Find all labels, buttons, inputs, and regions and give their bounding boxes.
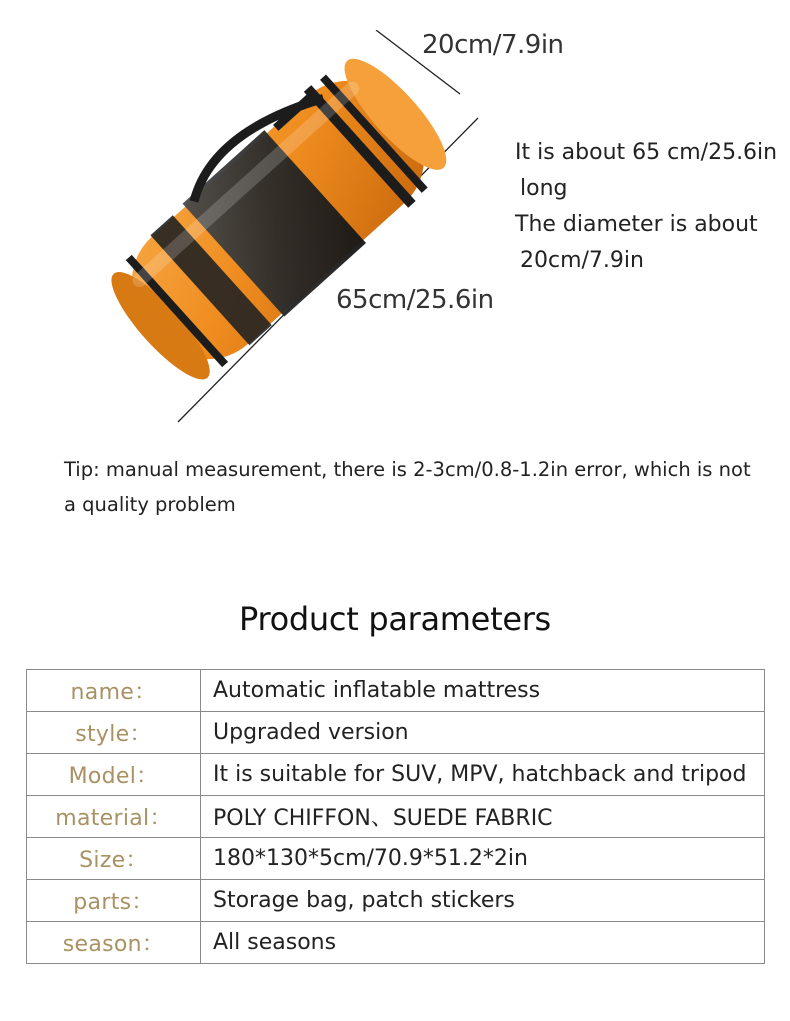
param-key: name： [27,670,201,712]
param-key: parts： [27,880,201,922]
description-line: long [520,176,568,201]
description-line: 20cm/7.9in [520,248,644,273]
param-key: style： [27,712,201,754]
table-row [27,796,765,838]
param-key: season： [27,922,201,964]
param-value: All seasons [201,922,765,964]
table-row [27,754,765,796]
size-description [515,135,785,279]
table-row [27,712,765,754]
param-value: Automatic inflatable mattress [201,670,765,712]
section-title: Product parameters [239,600,551,638]
table-row [27,670,765,712]
description-line: It is about 65 cm/25.6in [515,140,778,165]
param-key: Size： [27,838,201,880]
param-value: It is suitable for SUV, MPV, hatchback and tripod [201,754,765,796]
param-key: Model： [27,754,201,796]
parameters-table [26,669,765,964]
length-dimension-label: 65cm/25.6in [336,285,494,315]
param-value: POLY CHIFFON、SUEDE FABRIC [201,796,765,838]
rolled-mattress-icon [70,30,490,440]
product-image [70,30,490,440]
description-line: The diameter is about [515,212,758,237]
param-value: Upgraded version [201,712,765,754]
param-key: material： [27,796,201,838]
param-value: Storage bag, patch stickers [201,880,765,922]
table-row [27,922,765,964]
diameter-dimension-label: 20cm/7.9in [422,30,564,60]
param-value: 180*130*5cm/70.9*51.2*2in [201,838,765,880]
table-row [27,838,765,880]
table-row [27,880,765,922]
measurement-tip: Tip: manual measurement, there is 2-3cm/0.8-1.2in error, which is not a quality problem [64,458,751,516]
